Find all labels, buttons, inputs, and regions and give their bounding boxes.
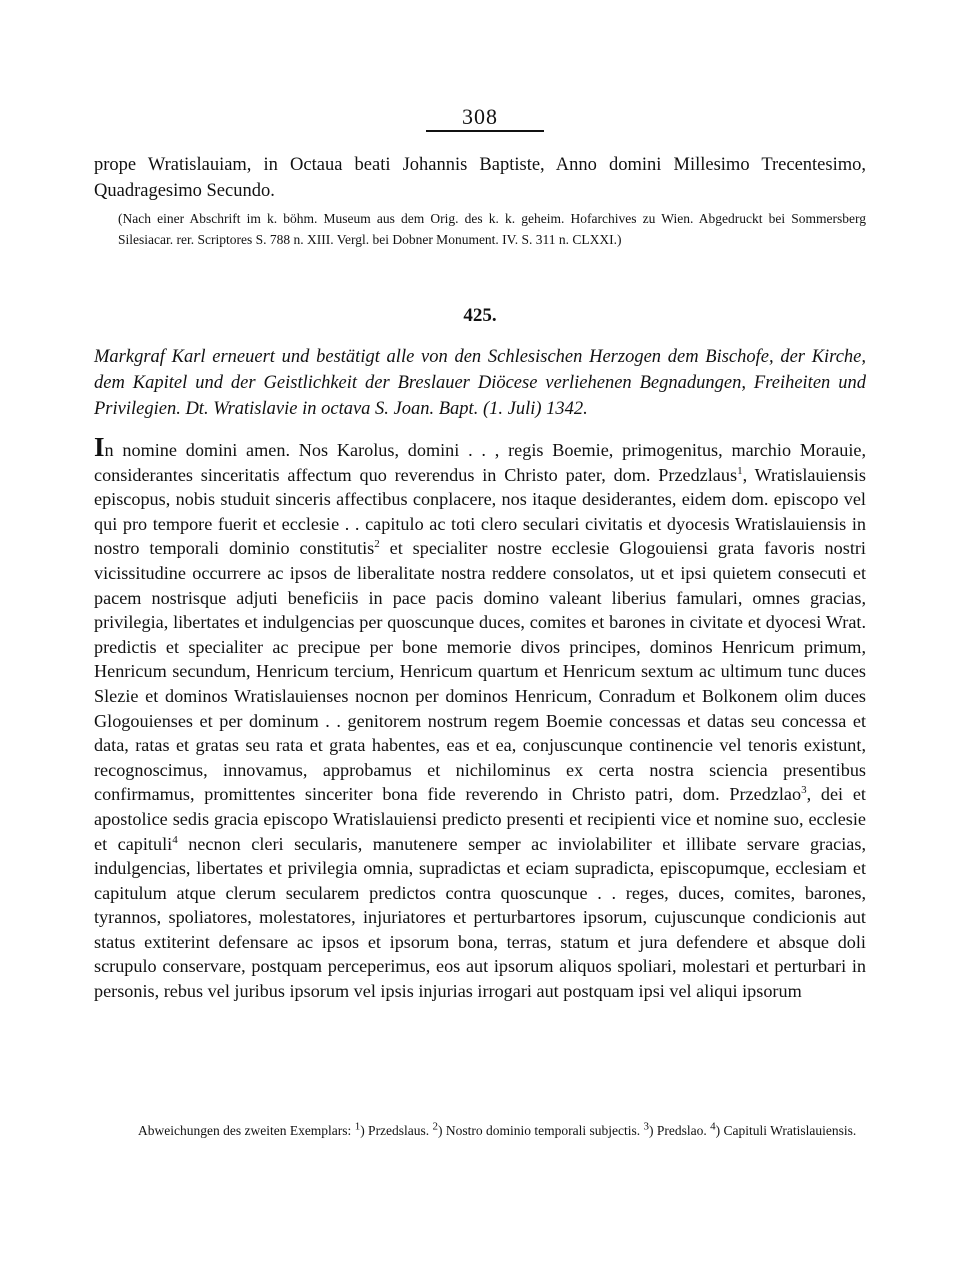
text-part-3: et specialiter nostre ecclesie Glogouiensi grata favoris nostri vicissitudine occurrere ac ipsos de liberalitate nostra reddere consolatos, ut et ipsi quietem consecuti et pacem nostrisque adjuti beneficiis in pace pacis domino valeant liberius famulari, omnes gracias, privilegia, libertates et indulgencias per quoscunque duces, comites et barones in civitate et dyocesi Wrat. predictis et specialiter ac precipue per bone memorie divos principes, dominos Henricum primum, Henricum secundum, Henricum tercium, Henricum quartum et Henricum sextum ac ultimum tunc duces Slezie et dominos Wratislauienses nocnon per dominos Henricum, Conradum et Bolkonem olim duces Glogouienses et per dominum . . genitorem nostrum regem Boemie concessas et datas seu concessa et data, ratas et gratas seu rata et grata habentes, eas et ea, conjuscunque continencie vel tenoris existunt, recognoscimus, innovamus, approbamus et nichilominus ex certa nostra sciencia presentibus confirmamus, promittentes sinceriter bona fide reverendo in Christo patri, dom. Przedzlao: [94, 538, 866, 805]
footnote-marker-1: 1: [354, 1120, 361, 1133]
footnote-ref-4: 4: [172, 833, 178, 846]
document-regest: Markgraf Karl erneuert und bestätigt alle von den Schlesischen Herzogen dem Bischofe, der Kirche, dem Kapitel und der Geistlichkeit der Breslauer Diöcese verliehenen Begnadungen, Freiheiten und Privilegien. Dt. Wratislavie in octava S. Joan. Bapt. (1. Juli) 1342.: [94, 347, 866, 419]
document-text: [94, 432, 866, 1004]
footnote-marker-4: 4: [710, 1120, 716, 1133]
footnote-2: ) Nostro dominio temporali subjectis.: [438, 1123, 641, 1138]
footnote-3: ) Predslao.: [649, 1123, 707, 1138]
text-part-2: , Wratislauiensis episcopus, nobis studuit sinceris affectibus conplacere, nos itaque desiderantes, eidem dom. episcopo vel qui pro tempore fuerit et ecclesie . . capitulo ac toti clero seculari civitatis et dyocesis Wratislauiensis in nostro temporali dominio constitutis: [94, 464, 866, 559]
text-part-5: necnon cleri secularis, manutenere semper ac inviolabiliter et illibate servare gracias, indulgencias, libertates et privilegia omnia, supradictas et eciam supradicta, episcopumque, ecclesiam et capitulum atque clerum secularem predictos contra quoscunque . . reges, duces, comites, barones, tyrannos, spoliatores, molestatores, injuriatores et perturbartores ipsorum, cujuscunque condicionis aut status extiterint defensare ac ipsos et ipsorum bona, terras, statum et jura defendere et absque doli scrupulo conservare, postquam perceperimus, eos aut ipsorum aliquos spoliari, molestari et perturbari in personis, rebus vel juribus ipsorum vel ipsis injurias irrogari aut postquam ipsi vel aliqui ipsorum: [94, 833, 866, 1002]
page-number: 308: [462, 104, 498, 129]
footnote-ref-1: 1: [737, 464, 743, 477]
text-part-4: , dei et apostolice sedis gracia episcopo Wratislauiensi predicto presenti et recipienti vice et nomine suo, ecclesie et capituli: [94, 784, 866, 854]
footnote-ref-2: 2: [374, 538, 380, 551]
footnotes-intro: Abweichungen des zweiten Exemplars:: [138, 1123, 352, 1138]
footnote-4: ) Capituli Wratislauiensis.: [715, 1123, 857, 1138]
footnote-ref-3: 3: [801, 784, 807, 797]
previous-document-closing: prope Wratislauiam, in Octaua beati Johannis Baptiste, Anno domini Millesimo Trecentesimo, Quadragesimo Secundo.: [94, 155, 866, 201]
footnote-1: ) Przedslaus.: [360, 1123, 430, 1138]
document-number: 425.: [463, 305, 497, 326]
page-number-rule: [426, 130, 544, 132]
footnote-marker-3: 3: [643, 1120, 650, 1133]
source-note: (Nach einer Abschrift im k. böhm. Museum aus dem Orig. des k. k. geheim. Hofarchives zu Wien. Abgedruckt bei Sommersberg Silesiacar. rer. Scriptores S. 788 n. XIII. Vergl. bei Dobner Monument. IV. S. 311 n. CLXXI.): [118, 211, 866, 247]
footnote-marker-2: 2: [432, 1120, 439, 1133]
text-part-1: n nomine domini amen. Nos Karolus, domini . . , regis Boemie, primogenitus, marchio Morauie, considerantes sinceritatis affectum quo reverendus in Christo pater, dom. Przedzlaus: [94, 440, 866, 485]
initial-letter: I: [94, 432, 105, 462]
footnotes: [94, 1120, 866, 1141]
